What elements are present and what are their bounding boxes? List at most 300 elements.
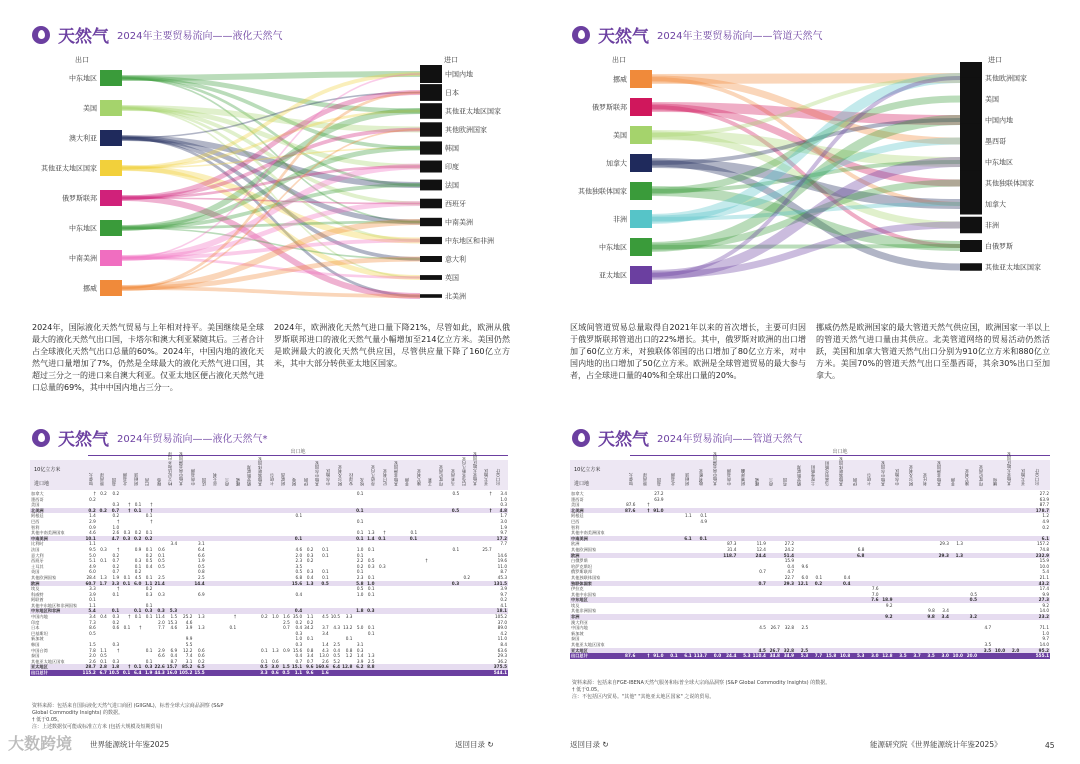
table-cell: 18.1 bbox=[493, 608, 508, 614]
importer-label: 法国 bbox=[445, 181, 459, 190]
table-cell: 87.6 bbox=[622, 653, 636, 659]
table-cell: 1.4 bbox=[322, 642, 329, 648]
table-cell: 11.0 bbox=[497, 636, 507, 642]
table-cell: 5.3 bbox=[737, 653, 751, 659]
table-cell: 0.5 bbox=[89, 630, 96, 636]
table-cell: 0.5 bbox=[158, 558, 165, 564]
table-row bbox=[30, 670, 508, 676]
flame-icon bbox=[32, 429, 50, 447]
table-cell: 0.3 bbox=[112, 658, 120, 664]
table-cell: 0.8 bbox=[198, 569, 205, 575]
table-cell: 0.1 bbox=[108, 608, 120, 614]
table-cell: 12.1 bbox=[795, 581, 809, 587]
row-name: 欧洲 bbox=[571, 541, 580, 547]
row-name: 出口总计 bbox=[570, 653, 622, 659]
table-cell: 2.9 bbox=[158, 647, 165, 653]
table-section-subtitle: 2024年贸易流向——管道天然气 bbox=[657, 434, 803, 445]
exporter-node bbox=[630, 210, 652, 228]
table-cell bbox=[206, 670, 216, 676]
table-cell: 0.6 bbox=[158, 546, 165, 552]
table-cell: 0.1 bbox=[123, 574, 131, 580]
table-cell: 9.8 bbox=[922, 614, 936, 620]
table-cell: 0.7 bbox=[108, 508, 120, 514]
table-column-header: 阿联酋 bbox=[280, 473, 286, 486]
row-name: 法国 bbox=[31, 546, 40, 552]
table-column-header: 澳大利亚 bbox=[964, 469, 969, 486]
table-cell: 0.5 bbox=[100, 653, 107, 659]
table-column-header: 亚太地区 bbox=[483, 469, 489, 486]
table-cell: 1.3 bbox=[272, 647, 279, 653]
table-cell: 6.1 bbox=[1034, 536, 1050, 542]
table-cell: 6.0 bbox=[801, 574, 809, 580]
table-cell: 0.3 bbox=[378, 563, 386, 569]
flame-icon bbox=[572, 26, 590, 44]
table-cell: 27.3 bbox=[1034, 597, 1050, 603]
table-cell: 1.3 bbox=[100, 574, 107, 580]
export-axis-label: 出口 bbox=[612, 56, 626, 64]
table-cell: 0.1 bbox=[145, 602, 153, 608]
lng-flows-header bbox=[32, 22, 282, 47]
table-cell: 1.1 bbox=[100, 647, 107, 653]
table-cell: 5.0 bbox=[89, 552, 96, 558]
table-cell: 34.8 bbox=[767, 653, 781, 659]
table-column-header: 法国 bbox=[200, 477, 206, 486]
table-cell: 9.7 bbox=[1042, 636, 1049, 642]
row-name: 中国内地 bbox=[571, 625, 588, 631]
table-cell: 2.5 bbox=[367, 658, 375, 664]
table-column-header: 特立尼达和多巴哥 bbox=[167, 452, 173, 486]
table-column-header: 墨西哥 bbox=[642, 473, 647, 486]
table-cell: 0.4 bbox=[295, 591, 303, 597]
table-cell: 26.7 bbox=[767, 648, 781, 654]
pipeline-table-header bbox=[572, 425, 802, 450]
table-column-header: 俄罗斯联邦 bbox=[796, 465, 801, 486]
table-cell: 63.9 bbox=[654, 496, 664, 502]
table-cell: 0.1 bbox=[353, 508, 364, 514]
table-cell: 34.9 bbox=[781, 653, 795, 659]
table-cell: 0.1 bbox=[89, 597, 96, 603]
table-cell: 6.7 bbox=[97, 670, 108, 676]
importer-node bbox=[420, 161, 442, 173]
table-cell: 115.2 bbox=[82, 670, 96, 675]
table-cell: 1.4 bbox=[356, 653, 364, 659]
table-cell: 0.2 bbox=[463, 574, 471, 580]
table-cell: 3.5 bbox=[984, 642, 992, 648]
table-cell: 0.1 bbox=[134, 563, 142, 569]
table-column-header: 卡塔尔 bbox=[866, 473, 871, 486]
row-name: 哈萨克斯坦 bbox=[571, 563, 592, 569]
table-cell: 0.2 bbox=[306, 546, 314, 552]
table-cell: 0.6 bbox=[269, 670, 280, 676]
table-cell: 0.1 bbox=[367, 630, 375, 636]
table-cell: 6.4 bbox=[330, 664, 341, 670]
table-column-header: 挪威 bbox=[234, 477, 240, 486]
table-cell: † bbox=[117, 647, 120, 653]
lng-table-header bbox=[32, 425, 267, 450]
table-cell: 4.6 bbox=[89, 530, 96, 536]
table-cell bbox=[353, 670, 364, 676]
table-cell bbox=[216, 670, 226, 676]
table-column-header: 土库曼斯坦 bbox=[810, 465, 815, 486]
table-cell: 6.0 bbox=[131, 581, 142, 587]
importer-node bbox=[420, 256, 442, 262]
table-cell: 3.5 bbox=[922, 653, 936, 659]
table-cell: 3.4 bbox=[170, 541, 178, 547]
table-column-header: 安哥拉 bbox=[347, 473, 353, 486]
table-cell: 63.6 bbox=[497, 647, 507, 653]
table-cell: 3.1 bbox=[198, 541, 205, 547]
table-unit: 10亿立方米 bbox=[574, 467, 601, 473]
table-cell: 7.3 bbox=[89, 619, 96, 625]
table-column-header: 非洲 bbox=[950, 477, 955, 486]
table-cell: 24.4 bbox=[752, 553, 767, 559]
table-cell: † bbox=[139, 625, 142, 631]
table-cell: 0.3 bbox=[449, 581, 460, 587]
table-cell: 3.5 bbox=[295, 563, 303, 569]
table-cell: † bbox=[636, 508, 650, 514]
table-cell: 0.5 bbox=[964, 597, 978, 603]
table-cell: † bbox=[234, 614, 237, 620]
table-cell: 0.2 bbox=[500, 597, 507, 603]
importer-label: 北美洲 bbox=[445, 292, 466, 301]
table-cell: 0.9 bbox=[134, 546, 142, 552]
table-cell: 0.3 bbox=[112, 502, 120, 508]
table-cell: 0.4 bbox=[333, 647, 341, 653]
table-cell: 29.3 bbox=[936, 553, 950, 559]
table-cell: 0.1 bbox=[145, 647, 153, 653]
table-cell: 113.7 bbox=[693, 653, 708, 659]
table-cell: 2.3 bbox=[295, 558, 303, 564]
table-cell: † bbox=[120, 508, 131, 514]
table-column-header: 亚太地区 bbox=[1020, 469, 1025, 486]
row-name: 新加坡 bbox=[31, 636, 44, 642]
row-name: 印度 bbox=[31, 619, 40, 625]
table-cell: 0.7 bbox=[295, 658, 303, 664]
table-column-header: 印度尼西亚 bbox=[438, 465, 444, 486]
table-cell: 160.6 bbox=[315, 664, 329, 670]
table-cell: 4.5 bbox=[134, 574, 142, 580]
row-name: 其他亚太地区国家 bbox=[571, 642, 605, 648]
table-cell: 0.4 bbox=[843, 574, 851, 580]
table-cell: 1.3 bbox=[950, 553, 964, 559]
table-column-header: 其他中南美洲国家 bbox=[178, 452, 184, 486]
table-cell: 1.0 bbox=[295, 636, 303, 642]
table-cell: 91.0 bbox=[650, 653, 664, 659]
importer-node bbox=[960, 263, 982, 271]
row-name: 其他中南美洲国家 bbox=[571, 530, 605, 536]
row-name: 中国内地 bbox=[31, 614, 48, 620]
row-name: 新加坡 bbox=[571, 630, 584, 636]
table-cell: 19.6 bbox=[497, 558, 507, 564]
table-cell: 0.1 bbox=[158, 552, 165, 558]
table-cell: 0.2 bbox=[112, 552, 120, 558]
table-cell: 9.6 bbox=[303, 664, 314, 670]
pipeline-paragraph-1: 区域间管道贸易总量取得自2021年以来的首次增长，主要可归因于俄罗斯联邦管道出口的22%增长。其中，俄罗斯对欧洲的出口增加了60亿立方米，对独联体邻国的出口增加了80亿立方米，对中国内地的出口增加了50亿立方米。欧洲是全球管道贸易的最大参与者，占全球进口量的40%和全球出口量的20%。 bbox=[570, 323, 806, 380]
table-column-header: 俄罗斯联邦 bbox=[246, 465, 252, 486]
importer-node bbox=[960, 217, 982, 234]
table-cell: 27.2 bbox=[654, 491, 664, 496]
importer-node bbox=[420, 275, 442, 280]
table-cell: 0.5 bbox=[333, 653, 341, 659]
table-cell: 35.0 bbox=[292, 614, 303, 620]
table-cell: 6.9 bbox=[170, 647, 178, 653]
table-cell: 5.3 bbox=[166, 608, 178, 614]
table-cell: 1.0 bbox=[500, 496, 507, 502]
table-cell: 14.4 bbox=[194, 580, 205, 586]
table-cell: 25.2 bbox=[183, 614, 193, 620]
table-column-header: 赤道几内亚 bbox=[370, 465, 376, 486]
importer-label: 白俄罗斯 bbox=[985, 242, 1013, 251]
table-cell: 3.4 bbox=[936, 614, 950, 620]
back-to-contents-link[interactable] bbox=[455, 739, 494, 750]
row-name: 巴西 bbox=[571, 518, 580, 524]
table-cell: 0.5 bbox=[367, 558, 375, 564]
table-cell: † bbox=[128, 502, 131, 508]
table-column-header: 阿根廷 bbox=[684, 473, 689, 486]
back-to-contents-label: 返回目录 bbox=[455, 740, 485, 749]
table-cell: 1.9 bbox=[142, 670, 153, 676]
table-cell: 0.1 bbox=[356, 552, 364, 558]
table-cell: 0.1 bbox=[376, 536, 387, 542]
row-name: 亚太地区 bbox=[570, 648, 622, 654]
table-column-header: 秘鲁 bbox=[155, 477, 161, 486]
table-cell bbox=[330, 670, 341, 676]
table-cell: 9.9 bbox=[1042, 591, 1049, 597]
table-cell: 0.1 bbox=[367, 625, 375, 631]
lng-table-note: 资料来源：包括来自国际液化天然气进口商团 (GIIGNL)，标普全球大宗商品洞察 (S&P Global Commodity Insights) 的数据。 † 低于0.05。 注：上述数据仅可能或标准立方米 (包括大规模及短期贸易) bbox=[32, 703, 224, 730]
table-cell: † bbox=[481, 508, 492, 514]
table-cell: 28.4 bbox=[86, 574, 96, 580]
pipeline-table-note: 资料来源：包括来自FGE-IBENA天然气服务和标普全球大宗商品洞察 (S&P Global Commodity Insights) 的数据。 † 低于0.05。 注：不包括区内贸易。"其他" "其他亚太地区国家" 之说的贸易。 bbox=[572, 680, 831, 700]
table-cell: 0.3 bbox=[134, 558, 142, 564]
importer-label: 印度 bbox=[445, 163, 459, 171]
table-cell: 178.7 bbox=[1035, 507, 1049, 513]
table-cell: 0.1 bbox=[345, 636, 353, 642]
table-cell: 0.3 bbox=[306, 552, 314, 558]
table-cell: 45.3 bbox=[497, 574, 507, 580]
exporter-node bbox=[100, 250, 122, 266]
lng-paragraph-1: 2024年，国际液化天然气贸易与上年相对持平。美国继续是全球最大的液化天然气出口国，卡塔尔和澳大利亚紧随其后。三者合计占全球液化天然气出口总量的60%。2024年，中国内地的液化天然气进口量增加了7%，仍然是全球最大的液化天然气进口国，其超过三分之一的进口来自澳大利亚。仅亚太地区便占液化天然气进口总量的69%，其中中国内地占三分一。 bbox=[32, 323, 264, 392]
exporter-node bbox=[100, 70, 122, 86]
table-cell: 1.1 bbox=[89, 602, 96, 608]
importer-node bbox=[960, 194, 982, 215]
table-cell: 21.4 bbox=[154, 580, 165, 586]
row-name: 其他欧洲国家 bbox=[571, 546, 597, 552]
table-cell: 7.8 bbox=[89, 647, 96, 653]
exporter-label: 俄罗斯联邦 bbox=[62, 194, 97, 203]
table-cell: 0.5 bbox=[145, 558, 153, 564]
table-cell: 3.9 bbox=[185, 625, 193, 631]
table-cell: 2.6 bbox=[89, 658, 96, 664]
table-cell: 0.1 bbox=[367, 546, 375, 552]
table-cell: 0.4 bbox=[170, 653, 178, 659]
table-cell: 63.9 bbox=[1039, 496, 1049, 502]
table-cell: 2.5 bbox=[795, 648, 809, 654]
table-cell: 1.3 bbox=[367, 653, 375, 659]
row-name: 墨西哥 bbox=[571, 496, 584, 502]
table-cell: 15.8 bbox=[823, 653, 837, 659]
table-section-title: 天然气 bbox=[598, 430, 649, 450]
table-cell: 5.4 bbox=[1042, 569, 1049, 575]
row-name: 中东地区 bbox=[570, 597, 622, 603]
exporter-label: 挪威 bbox=[613, 75, 627, 84]
table-cell: 15.5 bbox=[194, 670, 205, 675]
table-section-subtitle: 2024年贸易流向——液化天然气* bbox=[117, 434, 268, 445]
table-cell: 91.0 bbox=[650, 508, 664, 514]
row-name: 其他中东地区和非洲国家 bbox=[31, 602, 78, 608]
table-cell: 1.3 bbox=[303, 581, 314, 587]
table-cell bbox=[992, 653, 1006, 659]
table-cell: 1.4 bbox=[364, 536, 375, 542]
table-cell: 3.1 bbox=[356, 642, 364, 648]
table-cell: 0.3 bbox=[142, 664, 153, 670]
table-cell: 0.8 bbox=[306, 647, 314, 653]
table-cell: 9.2 bbox=[880, 614, 894, 620]
table-cell: 0.1 bbox=[123, 625, 131, 631]
row-name: 埃及 bbox=[571, 602, 580, 608]
importer-label: 西班牙 bbox=[445, 200, 466, 208]
section-subtitle: 2024年主要贸易流向——液化天然气 bbox=[117, 31, 283, 42]
table-cell: 87.3 bbox=[727, 541, 737, 547]
table-cell: 6.1 bbox=[679, 653, 693, 659]
table-cell: 4.5 bbox=[752, 648, 767, 654]
table-cell: 0.1 bbox=[322, 569, 329, 575]
row-name: 其他中南美洲国家 bbox=[31, 530, 65, 536]
exporter-node bbox=[100, 160, 122, 176]
row-name: 美国 bbox=[31, 502, 40, 508]
row-name: 阿根廷 bbox=[571, 513, 584, 519]
table-column-header: 中南美洲 bbox=[189, 469, 195, 486]
table-cell: 7.7 bbox=[158, 625, 165, 631]
table-cell: 12.4 bbox=[756, 546, 766, 552]
back-to-contents-label: 返回目录 bbox=[570, 740, 600, 749]
table-cell: † bbox=[647, 502, 650, 508]
table-cell: 0.4 bbox=[291, 608, 303, 614]
table-cell: 0.2 bbox=[306, 619, 314, 625]
table-cell: 4.3 bbox=[333, 625, 341, 631]
table-cell: 1.1 bbox=[142, 581, 153, 587]
table-cell: 32.8 bbox=[781, 648, 795, 654]
table-cell: 0.2 bbox=[198, 658, 205, 664]
table-cell: 0.2 bbox=[82, 508, 97, 514]
table-cell: 4.6 bbox=[185, 619, 193, 625]
table-column-header: 北美洲 bbox=[670, 473, 675, 486]
table-cell: 9.8 bbox=[928, 608, 935, 614]
table-cell: 2.0 bbox=[295, 552, 303, 558]
table-column-header: 伊朗 bbox=[302, 477, 308, 486]
row-name: 欧洲 bbox=[570, 553, 622, 559]
table-column-header: 中东地区 bbox=[325, 469, 331, 486]
table-cell: 6.8 bbox=[851, 553, 865, 559]
table-cell: 0.1 bbox=[356, 569, 364, 575]
table-cell bbox=[237, 670, 247, 676]
table-cell: 0.4 bbox=[837, 581, 851, 587]
table-cell bbox=[1020, 653, 1034, 659]
pipeline-paragraph-2: 挪威仍然是欧洲国家的最大管道天然气供应国，欧洲国家一半以上的管道天然气进口量由其供应。北美管道网络的贸易活动仍然活跃，美国和加拿大管道天然气出口分别为910亿立方米和880亿立方米。美国70%的管道天然气出口至墨西哥，其余30%出口至加拿大。 bbox=[816, 323, 1050, 380]
section-title: 天然气 bbox=[598, 27, 649, 47]
table-cell: 6.6 bbox=[198, 552, 205, 558]
table-cell: 0.1 bbox=[145, 530, 153, 536]
table-column-header: 伊朗 bbox=[852, 477, 857, 486]
exporter-node bbox=[630, 238, 652, 256]
table-cell: 3.4 bbox=[89, 614, 96, 620]
table-cell: 0.1 bbox=[693, 536, 708, 542]
table-cell: 0.5 bbox=[280, 670, 291, 676]
table-cell: 118.7 bbox=[723, 552, 737, 558]
row-name: 中国台湾 bbox=[31, 647, 48, 653]
table-cell: 0.3 bbox=[356, 647, 364, 653]
row-name: 意大利 bbox=[31, 552, 44, 558]
table-cell bbox=[387, 670, 397, 676]
table-column-header: 中东地区 bbox=[894, 469, 899, 486]
table-cell bbox=[471, 670, 481, 676]
table-column-header: 荷兰 bbox=[223, 477, 229, 486]
table-cell: 3.4 bbox=[306, 653, 314, 659]
table-cell: 1.2 bbox=[345, 653, 353, 659]
flame-icon bbox=[572, 429, 590, 447]
table-cell: 16.0 bbox=[166, 670, 178, 675]
table-cell: 51.4 bbox=[781, 553, 795, 559]
table-cell: 0.4 bbox=[787, 563, 795, 569]
table-column-header: 加拿大 bbox=[628, 473, 633, 486]
table-cell: 2.6 bbox=[112, 530, 120, 536]
table-cell: 9.2 bbox=[885, 602, 893, 608]
exporter-node bbox=[630, 266, 652, 284]
row-name: 加拿大 bbox=[31, 491, 44, 496]
table-column-header: 缅甸 bbox=[992, 477, 997, 486]
table-cell: 26.7 bbox=[770, 625, 780, 631]
table-cell: 3.9 bbox=[500, 586, 507, 592]
table-cell: 24.4 bbox=[722, 653, 737, 659]
table-row bbox=[570, 653, 1050, 659]
row-name: 独联体国家 bbox=[570, 581, 622, 587]
lng-sankey-diagram bbox=[0, 62, 540, 307]
importer-node bbox=[420, 237, 442, 244]
table-cell: 95.2 bbox=[1034, 648, 1050, 654]
importer-label: 中东地区 bbox=[985, 158, 1013, 167]
exporter-node bbox=[100, 100, 122, 116]
back-to-contents-link[interactable] bbox=[570, 739, 609, 750]
table-cell: 0.3 bbox=[364, 608, 375, 614]
table-cell: 7.7 bbox=[809, 653, 823, 659]
table-cell: 17.4 bbox=[1039, 586, 1049, 592]
table-cell: 3.3 bbox=[345, 614, 353, 620]
table-cell: 71.1 bbox=[1039, 625, 1049, 631]
table-cell: 3.0 bbox=[865, 653, 879, 659]
table-cell: 8.7 bbox=[170, 658, 178, 664]
row-name: 北美洲 bbox=[570, 508, 622, 514]
table-cell: 23.2 bbox=[1034, 614, 1050, 620]
table-cell bbox=[341, 670, 353, 676]
table-cell: 0.1 bbox=[452, 546, 460, 552]
table-cell: 1.0 bbox=[1042, 630, 1049, 636]
table-cell: † bbox=[93, 491, 96, 496]
table-cell: 29.3 bbox=[939, 541, 949, 547]
table-cell: 1.8 bbox=[108, 664, 120, 670]
table-cell: 10.0 bbox=[950, 653, 964, 659]
table-cell: 0.1 bbox=[665, 653, 679, 659]
exporter-label: 俄罗斯联邦 bbox=[592, 103, 627, 112]
importer-label: 英国 bbox=[445, 274, 459, 282]
exporter-label: 中东地区 bbox=[69, 74, 97, 83]
table-cell: 3.5 bbox=[978, 648, 992, 654]
table-cell: 10.0 bbox=[1039, 563, 1049, 569]
table-column-header: 巴西 bbox=[144, 477, 150, 486]
table-cell: 0.7 bbox=[283, 625, 290, 631]
table-column-header: 北美洲 bbox=[121, 473, 127, 486]
table-cell: 0.2 bbox=[134, 569, 142, 575]
table-column-header: 印度尼西亚 bbox=[978, 465, 983, 486]
